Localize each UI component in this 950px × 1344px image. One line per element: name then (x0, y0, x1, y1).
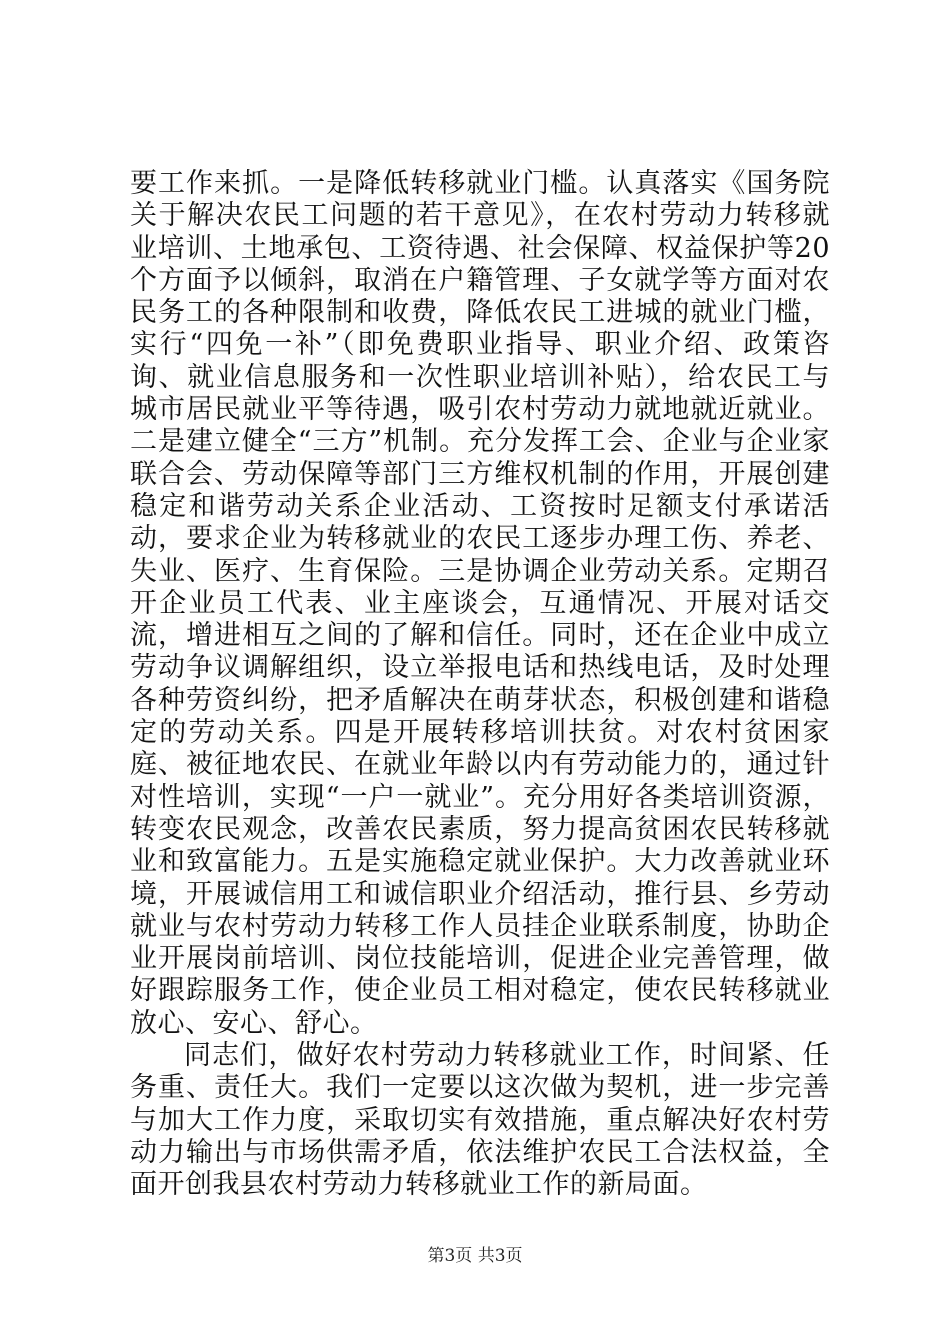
paragraph-closing: 同志们，做好农村劳动力转移就业工作，时间紧、任务重、责任大。我们一定要以这次做为契机，进一步完善与加大工作力度，采取切实有效措施，重点解决好农村劳动力输出与市场供需矛盾，依法维护农民工合法权益，全面开创我县农村劳动力转移就业工作的新局面。 (130, 1040, 830, 1201)
document-body (130, 168, 830, 1202)
page-footer: 第3页 共3页 (427, 1246, 523, 1266)
paragraph-continuation: 要工作来抓。一是降低转移就业门槛。认真落实《国务院关于解决农民工问题的若干意见》，在农村劳动力转移就业培训、土地承包、工资待遇、社会保障、权益保护等20个方面予以倾斜，取消在户籍管理、子女就学等方面对农民务工的各种限制和收费，降低农民工进城的就业门槛，实行“四免一补”（即免费职业指导、职业介绍、政策咨询、就业信息服务和一次性职业培训补贴），给农民工与城市居民就业平等待遇，吸引农村劳动力就地就近就业。二是建立健全“三方”机制。充分发挥工会、企业与企业家联合会、劳动保障等部门三方维权机制的作用，开展创建稳定和谐劳动关系企业活动、工资按时足额支付承诺活动，要求企业为转移就业的农民工逐步办理工伤、养老、失业、医疗、生育保险。三是协调企业劳动关系。定期召开企业员工代表、业主座谈会，互通情况、开展对话交流，增进相互之间的了解和信任。同时，还在企业中成立劳动争议调解组织，设立举报电话和热线电话，及时处理各种劳资纠纷，把矛盾解决在萌芽状态，积极创建和谐稳定的劳动关系。四是开展转移培训扶贫。对农村贫困家庭、被征地农民、在就业年龄以内有劳动能力的，通过针对性培训，实现“一户一就业”。充分用好各类培训资源，转变农民观念，改善农民素质，努力提高贫困农民转移就业和致富能力。五是实施稳定就业保护。大力改善就业环境，开展诚信用工和诚信职业介绍活动，推行县、乡劳动就业与农村劳动力转移工作人员挂企业联系制度，协助企业开展岗前培训、岗位技能培训，促进企业完善管理，做好跟踪服务工作，使企业员工相对稳定，使农民转移就业放心、安心、舒心。 (130, 168, 830, 1039)
